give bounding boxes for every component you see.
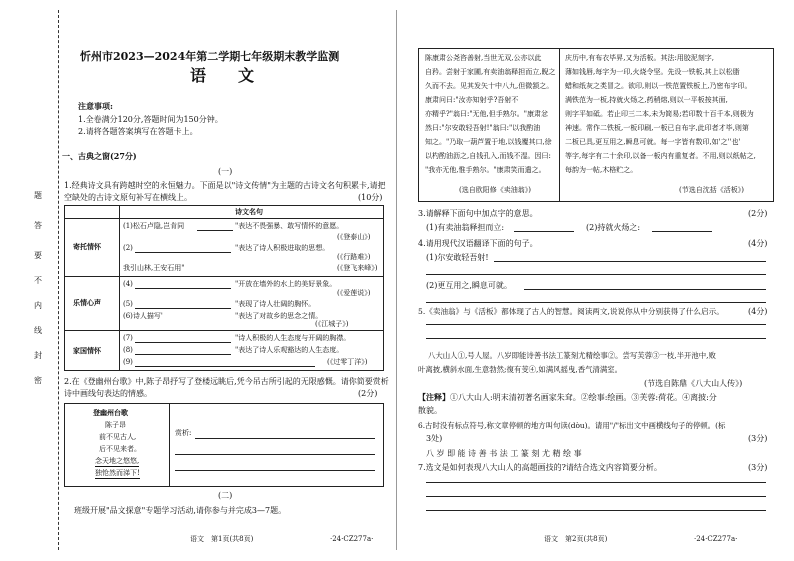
row-src: (《行路难》) [337,253,371,261]
part-heading: (一) [218,167,233,176]
row-category: 寄托情怀 [73,242,101,251]
table-divider [65,276,383,277]
answer-line [426,324,766,325]
answer-line [175,470,375,471]
row-src: (《江城子》) [315,320,349,328]
passage3-source: (节选自陈鼎《八大山人传》) [644,379,743,388]
passage-line: 则字平如砥。若止印三二本,未为简易;若印数十百千本,则极为 [565,110,754,118]
row-line: (4) [123,280,133,288]
q6-sentence: 八 岁 即 能 诗 善 书 法 工 篆 刻 尤 精 绘 事 [426,449,582,458]
passage-line: 陈康肃公尧咨善射,当世无双,公亦以此 [425,54,542,62]
page-2 [404,0,790,561]
q2-text: 诗中画线句表达的情感。 [64,389,152,398]
answer-line [175,454,375,455]
row-line-end: "开放在墙外的水上的美好景象。 [235,280,337,288]
notes-text: ①八大山人:明末清初著名画家朱耷。②绘事:绘画。③芙蓉:荷花。④离披:分 [450,393,717,402]
row-line-end: "表达了诗人积极进取的思想。 [235,244,330,252]
blank-line [135,354,231,355]
activity-intro: 班级开展"品文探意"专题学习活动,请你参与并完成3—7题。 [74,506,287,515]
row-line-end: "表达了诗人乐观豁达的人生态度。 [235,346,344,354]
subject-title: 语 文 [190,66,263,85]
q6-text: 6.古时没有标点符号,称文章停顿的地方叫句读(dòu)。请用"/"标出文中画横线句子的停顿。(标 [418,421,726,430]
page-footer: 语文 第1页(共8页) [190,535,254,543]
row-line: (5) [123,300,133,308]
q3-score: (2分) [748,209,768,218]
answer-line [426,302,766,303]
answer-line [195,438,375,439]
q5-score: (4分) [748,307,768,316]
side-char: 要 [34,251,42,260]
section-heading: 一、古典之窗(27分) [62,151,137,161]
box-divider [169,404,170,486]
table-divider [65,218,383,219]
side-char: 内 [34,301,42,310]
answer-line [426,338,766,339]
notes-title: 注意事项: [78,101,113,111]
passage3-line: 八大山人①,号人屋。八岁即能诗善书法工篆刻尤精绘事②。尝写芙蓉③一枝,半开池中,败 [428,351,716,360]
q1-text: 空缺处的古诗文原句补写在横线上。 [64,193,192,202]
poetry-table [64,205,384,371]
passage-line: 自矜。尝射于家圃,有卖油翁释担而立,睨之 [425,68,556,76]
passage-line: 每韵为一帖,木格贮之。 [565,166,638,174]
q4-item: (2)更互用之,瞬息可就。 [426,281,512,290]
poem-author: 陈子昂 [105,421,126,429]
row-line: (6)诗人描写' [123,312,163,320]
table-header: 诗文名句 [235,207,263,216]
q7-score: (3分) [748,463,768,472]
side-char: 答 [34,221,42,230]
table-divider [119,206,120,370]
part-heading: (二) [218,491,233,500]
row-line-end: "诗人积极的人生态度与开阔的胸襟。 [235,334,351,342]
row-src: (《登飞来峰》) [337,264,378,272]
exam-title: 忻州市2023—2024年第二学期七年级期末教学监测 [80,50,340,63]
poem-line-underlined: 念天地之悠悠, [95,457,140,465]
passage-line: 亦精乎?"翁曰:"无他,但手熟尔。"康肃忿 [425,110,548,118]
notes-cont: 散貌。 [418,406,442,415]
side-char: 封 [34,351,42,360]
passage-line: 康肃问曰:"汝亦知射乎?吾射不 [425,96,519,104]
poem-title: 登幽州台歌 [93,408,128,417]
side-char: 线 [34,326,42,335]
note-item: 1.全卷满分120分,答题时间为150分钟。 [78,115,223,124]
page-code: ·24·CZ277a· [330,535,374,543]
row-line: (7) [123,334,133,342]
notes-label: 【注释】 [418,392,450,402]
passage-line: 久而不去。见其发矢十中八九,但微颔之。 [425,82,554,90]
answer-line [652,231,712,232]
answer-line [426,496,766,497]
q3-item: (2)持就火炀之: [586,223,641,232]
passage-source: (选自欧阳修《卖油翁》) [459,186,531,194]
answer-line [426,274,766,275]
poem-answer-box [64,403,384,487]
passage3-line: 叶离披,横斜水面,生意勃然;復有芰④,如满风摇曳,香气清满室。 [418,365,623,374]
q2-score: (2分) [358,389,378,398]
page-footer: 语文 第2页(共8页) [544,535,608,543]
answer-line [426,510,766,511]
q1-score: (10分) [358,193,383,202]
passage-line: 然曰:"尔安敢轻吾射!"翁曰:"以我酌油 [425,124,541,132]
q7-text: 7.选文是如何表现八大山人的高超画技的?请结合选文内容简要分析。 [418,463,662,472]
table-divider [65,330,383,331]
passage-line: 等字,每字有二十余印,以备一板内有重复者。不用,则以纸帖之, [565,152,756,160]
row-src: (《过零丁洋》) [327,358,368,366]
blank-line [135,308,231,309]
row-category: 家国情怀 [73,346,101,355]
note-item: 2.请将各题答案填写在答题卡上。 [78,127,198,136]
row-line-end: "表达了对故乡的思念之情。 [235,312,323,320]
q6-score: (3分) [748,434,768,443]
notes [418,392,717,403]
passage-line: 二板已具,更互用之,瞬息可就。每一字皆有数印,如'之''也' [565,138,741,146]
poem-line: 前不见古人, [99,433,137,441]
row-line: (8) [123,346,133,354]
box-divider [559,49,560,201]
row-line-end: "表现了诗人壮阔的胸怀。 [235,300,316,308]
blank-line [135,342,231,343]
blank-line [135,252,231,253]
row-line: (2) [123,244,133,252]
q4-item: (1)尔安敢轻吾射! [426,253,489,262]
binding-line [58,10,59,550]
answer-line [524,289,766,290]
row-category: 乐情心声 [73,298,101,307]
page-code: ·24·CZ277a· [694,535,738,543]
q2-text: 2.在《登幽州台歌》中,陈子昂抒写了登楼远眺后,凭今吊古所引起的无限感慨。请你简要赏析 [64,377,389,386]
passage-source: (节选自沈括《活板》) [679,186,744,194]
row-line-end: "表达不畏强暴、敢写情怀的意愿。 [235,222,344,230]
passage-line: 蜡和纸灰之类冒之。欲印,则以一铁范置铁板上,乃密布字印。 [565,82,752,90]
blank-line [197,230,233,231]
answer-line [426,482,766,483]
q4-text: 4.请用现代汉语翻译下面的句子。 [418,239,538,248]
poem-line-underlined: 独怆然而涕下! [95,469,140,477]
q1-text: 1.经典诗文具有跨越时空的永恒魅力。下面是以"诗文传情"为主题的古诗文名句积累卡,请把 [64,181,386,190]
answer-line [494,261,766,262]
q6-text: 3处) [426,434,443,443]
page-1 [60,0,390,561]
passage-line: 薄如钱唇,每字为一印,火烧令坚。先设一铁板,其上以松脂 [565,68,740,76]
passage-line: 知之。"乃取一葫芦置于地,以钱覆其口,徐 [425,138,552,146]
row-line: (9) [123,358,133,366]
page-separator [396,10,397,550]
side-char: 密 [34,376,42,385]
passage-line: "我亦无他,惟手熟尔。"康肃笑而遣之。 [425,166,546,174]
passage-line: 以杓酌油沥之,自钱孔入,而钱不湿。因曰: [425,152,551,160]
row-line: (1)松石卢隐,岂肯同 [123,222,185,230]
blank-line [135,366,315,367]
q3-item: (1)有卖油翁释担而立: [426,223,505,232]
passage-box [418,48,774,202]
row-line: 我引山林,王安石用" [123,264,185,272]
answer-line [514,231,574,232]
q3-text: 3.请解释下面句中加点字的意思。 [418,209,538,218]
side-char: 不 [34,276,42,285]
blank-line [135,288,231,289]
passage-line: 庆历中,有布衣毕昇,又为活板。其法:用胶泥刻字, [565,54,715,62]
passage-line: 神速。常作二铁板,一板印刷,一板已自布字,此印者才毕,则第 [565,124,749,132]
passage-line: 满铁范为一板,持就火炀之,药稍熔,则以一平板按其面, [565,96,728,104]
row-src: (《爱莲说》) [337,289,371,297]
side-char: 题 [34,191,42,200]
q5-text: 5.《卖油翁》与《活板》都体现了古人的智慧。阅读两文,说说你从中分别获得了什么启示。 [418,307,724,316]
poem-line: 后不见来者。 [99,445,141,453]
q4-score: (4分) [748,239,768,248]
answer-label: 赏析: [175,429,192,437]
row-src: (《登泰山》) [337,233,371,241]
